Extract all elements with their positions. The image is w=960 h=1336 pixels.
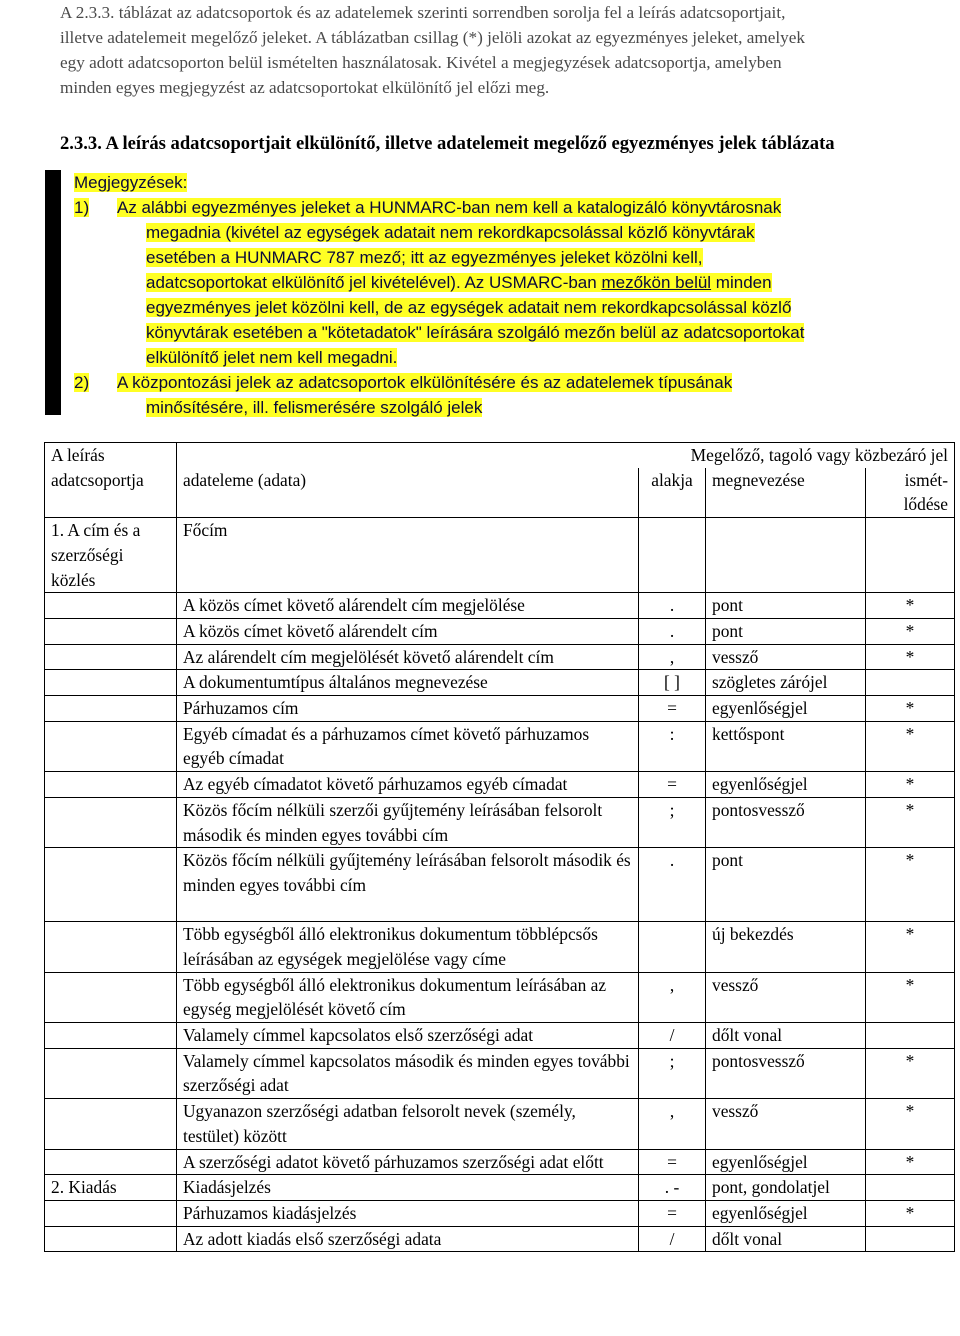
row-group [45,593,177,619]
row-name: egyenlőségjel [706,772,866,798]
row-element: Több egységből álló elektronikus dokumentum többlépcsős leírásában az egységek megjelölése vagy címe [177,922,639,972]
table-row [45,670,955,696]
table-row [45,721,955,771]
row-name: szögletes zárójel [706,670,866,696]
row-group [45,644,177,670]
row-name [706,518,866,593]
row-group [45,972,177,1022]
table-row [45,797,955,847]
row-element: Több egységből álló elektronikus dokumentum leírásában az egység megjelölését követő cím [177,972,639,1022]
row-form: = [639,1149,706,1175]
row-repeat [866,1023,955,1049]
row-element: Valamely címmel kapcsolatos első szerzőségi adat [177,1023,639,1049]
row-group [45,696,177,722]
row-element: Egyéb címadat és a párhuzamos címet követő párhuzamos egyéb címadat [177,721,639,771]
row-name: pont, gondolatjel [706,1175,866,1201]
row-form: . [639,593,706,619]
table-row [45,618,955,644]
row-form: ; [639,1048,706,1098]
row-group [45,848,177,922]
note-1-underlined: mezőkön belül [601,273,712,292]
table-row [45,1149,955,1175]
row-repeat: * [866,721,955,771]
row-name: új bekezdés [706,922,866,972]
row-element: Az alárendelt cím megjelölését követő alárendelt cím [177,644,639,670]
table-header-row [45,443,955,468]
row-group [45,721,177,771]
table-row [45,922,955,972]
row-name: vessző [706,972,866,1022]
row-repeat [866,1226,955,1252]
row-element: A közös címet követő alárendelt cím megjelölése [177,593,639,619]
row-repeat: * [866,772,955,798]
table-row [45,1099,955,1149]
row-repeat [866,518,955,593]
row-name: egyenlőségjel [706,1200,866,1226]
row-element: Párhuzamos kiadásjelzés [177,1200,639,1226]
row-element: Kiadásjelzés [177,1175,639,1201]
intro-line: A 2.3.3. táblázat az adatcsoportok és az adatelemek szerinti sorrendben sorolja fel a leírás adatcsoportjait, [60,3,786,22]
row-name: pont [706,618,866,644]
signs-table [44,442,955,1252]
table-row [45,1226,955,1252]
row-element: Főcím [177,518,639,593]
row-repeat: * [866,922,955,972]
table-row [45,972,955,1022]
row-form: = [639,1200,706,1226]
row-element: Közös főcím nélküli gyűjtemény leírásában felsorolt második és minden egyes további cím [177,848,639,922]
row-form [639,922,706,972]
note-2-text: A központozási jelek az adatcsoportok elkülönítésére és az adatelemek típusának [117,373,733,392]
note-1-number: 1) [74,198,90,217]
row-form: , [639,972,706,1022]
row-group [45,772,177,798]
table-row [45,772,955,798]
row-group [45,1226,177,1252]
intro-line: egy adott adatcsoporton belül ismételten használatosak. Kivétel a megjegyzések adatcsoportja, amelyben [60,53,782,72]
note-1-text: elkülönítő jelet nem kell megadni. [146,348,398,367]
row-element: Ugyanazon szerzőségi adatban felsorolt nevek (személy, testület) között [177,1099,639,1149]
note-1-text-part: minden [711,273,772,292]
intro-line: minden egyes megjegyzést az adatcsoportokat elkülönítő jel előzi meg. [60,78,550,97]
row-name: dőlt vonal [706,1023,866,1049]
row-form: = [639,772,706,798]
row-element: A szerzőségi adatot követő párhuzamos szerzőségi adat előtt [177,1149,639,1175]
row-name: pontosvessző [706,797,866,847]
table-header-row [45,468,955,518]
header-repeat [866,468,955,518]
row-group [45,1099,177,1149]
row-repeat: * [866,593,955,619]
table-row [45,696,955,722]
row-name: vessző [706,644,866,670]
row-name: egyenlőségjel [706,696,866,722]
row-name: vessző [706,1099,866,1149]
header-form: alakja [639,468,706,518]
table-row [45,518,955,593]
row-form: = [639,696,706,722]
row-form: [ ] [639,670,706,696]
note-1-text: könyvtárak esetében a "kötetadatok" leírására szolgáló mezőn belül az adatcsoportokat [146,323,805,342]
row-name: pont [706,593,866,619]
row-form: : [639,721,706,771]
table-row [45,1023,955,1049]
row-element: Az egyéb címadatot követő párhuzamos egyéb címadat [177,772,639,798]
row-repeat [866,670,955,696]
change-bar [45,170,61,415]
row-element: A dokumentumtípus általános megnevezése [177,670,639,696]
table-row [45,1200,955,1226]
row-form: . [639,618,706,644]
table-row [45,644,955,670]
note-2-number: 2) [74,373,90,392]
row-element: Párhuzamos cím [177,696,639,722]
table-row [45,593,955,619]
row-repeat: * [866,618,955,644]
row-repeat: * [866,696,955,722]
intro-line: illetve adatelemeit megelőző jeleket. A táblázatban csillag (*) jelöli azokat az egyezményes jeleket, amelyek [60,28,805,47]
row-repeat: * [866,797,955,847]
note-1-text [146,273,772,292]
row-form: , [639,644,706,670]
row-name: pontosvessző [706,1048,866,1098]
row-element: Az adott kiadás első szerzőségi adata [177,1226,639,1252]
row-repeat: * [866,972,955,1022]
table-row [45,848,955,922]
row-group [45,1048,177,1098]
row-repeat: * [866,1048,955,1098]
header-name: megnevezése [706,468,866,518]
row-name: dőlt vonal [706,1226,866,1252]
row-group [45,618,177,644]
row-name: pont [706,848,866,922]
row-group [45,1149,177,1175]
row-repeat: * [866,1149,955,1175]
row-repeat: * [866,1099,955,1149]
row-group [45,1023,177,1049]
row-form: , [639,1099,706,1149]
row-form: . - [639,1175,706,1201]
row-group [45,797,177,847]
row-group [45,1200,177,1226]
row-name: egyenlőségjel [706,1149,866,1175]
header-repeat-line: lődése [903,494,949,515]
header-group: adatcsoportja [45,468,177,518]
notes-title: Megjegyzések: [74,173,188,192]
note-1-text: megadnia (kivétel az egységek adatait nem rekordkapcsolással közlő könyvtárak [146,223,755,242]
row-name: kettőspont [706,721,866,771]
section-heading: 2.3.3. A leírás adatcsoportjait elkülönítő, illetve adatelemeit megelőző egyezményes jelek táblázata [60,133,835,154]
row-repeat: * [866,1200,955,1226]
note-1-text-part: adatcsoportokat elkülönítő jel kivételével). Az USMARC-ban [146,273,602,292]
note-1-text: Az alábbi egyezményes jeleket a HUNMARC-ban nem kell a katalogizáló könyvtárosnak [117,198,782,217]
header-repeat-line: ismét- [904,469,949,490]
header-group-top: A leírás [45,443,177,468]
row-group [45,670,177,696]
row-group: 1. A cím és a szerzőségi közlés [45,518,177,593]
row-group [45,922,177,972]
header-empty [177,443,639,468]
row-element: Közös főcím nélküli szerzői gyűjtemény leírásában felsorolt második és minden egyes további cím [177,797,639,847]
row-form: / [639,1226,706,1252]
row-form: ; [639,797,706,847]
row-repeat [866,1175,955,1201]
note-1-text: esetében a HUNMARC 787 mező; itt az egyezményes jeleket közölni kell, [146,248,703,267]
row-element: Valamely címmel kapcsolatos második és minden egyes további szerzőségi adat [177,1048,639,1098]
row-element: A közös címet követő alárendelt cím [177,618,639,644]
header-element: adateleme (adata) [177,468,639,518]
note-2-text: minősítésére, ill. felismerésére szolgáló jelek [146,398,483,417]
row-form: / [639,1023,706,1049]
table-row [45,1048,955,1098]
table-row [45,1175,955,1201]
row-repeat: * [866,848,955,922]
row-form [639,518,706,593]
note-1-text: egyezményes jelet közölni kell, de az egységek adatait nem rekordkapcsolással közlő [146,298,792,317]
row-group: 2. Kiadás [45,1175,177,1201]
row-repeat: * [866,644,955,670]
row-form: . [639,848,706,922]
header-signs: Megelőző, tagoló vagy közbezáró jel [639,443,955,468]
intro-paragraph [60,0,950,100]
